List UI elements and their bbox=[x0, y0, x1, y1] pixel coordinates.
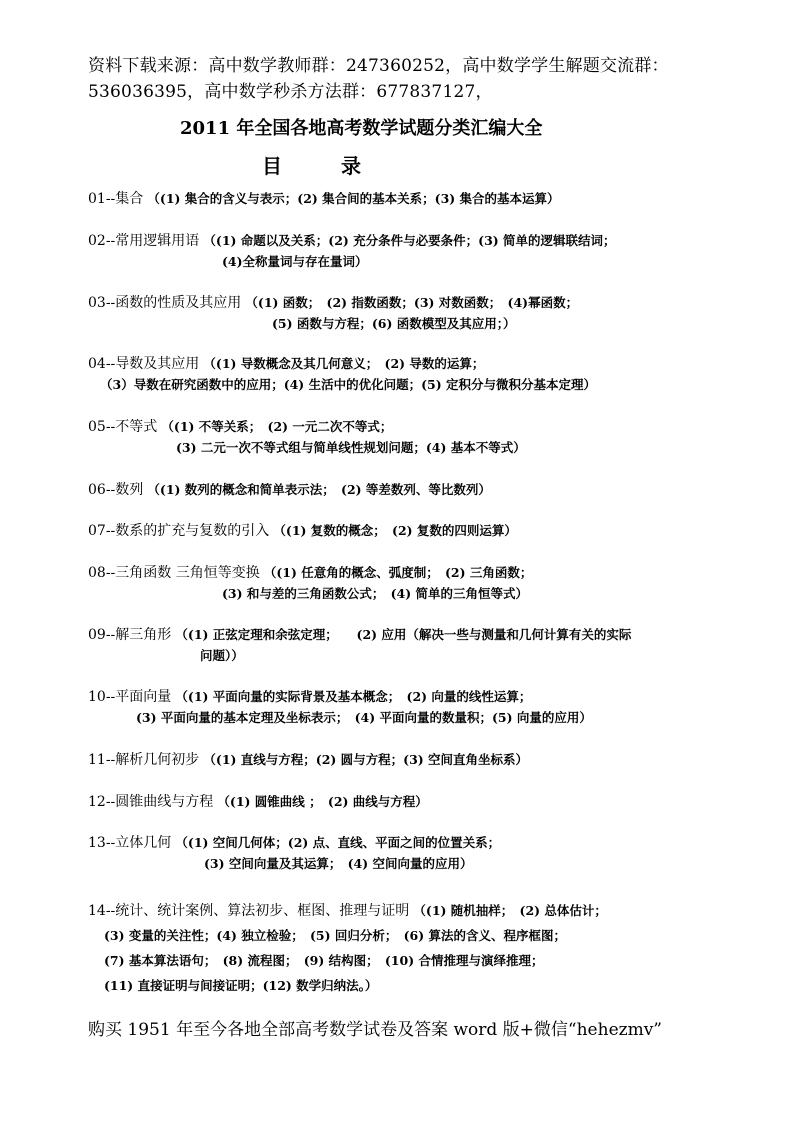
toc-item bbox=[88, 296, 578, 310]
toc-item bbox=[88, 904, 607, 918]
toc-subtopics: （(1) 任意角的概念、弧度制； (2) 三角函数； bbox=[263, 565, 533, 580]
toc-item bbox=[88, 483, 491, 497]
toc-subtopics: （(1) 随机抽样； (2) 总体估计； bbox=[413, 903, 607, 918]
toc-topic: 08--三角函数 三角恒等变换 bbox=[88, 565, 260, 581]
header-line-2: 536036395，高中数学秒杀方法群：677837127， bbox=[88, 82, 493, 102]
toc-topic: 03--函数的性质及其应用 bbox=[88, 295, 242, 311]
toc-continuation: (5) 函数与方程；(6) 函数模型及其应用；） bbox=[272, 316, 516, 331]
toc-continuation: (11) 直接证明与间接证明；(12) 数学归纳法。） bbox=[104, 978, 378, 993]
toc-continuation: (3) 平面向量的基本定理及坐标表示； (4) 平面向量的数量积；(5) 向量的应用） bbox=[136, 710, 592, 725]
toc-continuation: (3) 空间向量及其运算； (4) 空间向量的应用） bbox=[204, 856, 473, 871]
toc-topic: 01--集合 bbox=[88, 191, 144, 207]
toc-item bbox=[88, 690, 531, 704]
toc-subtopics: （(1) 不等关系； (2) 一元二次不等式； bbox=[161, 419, 393, 434]
toc-topic: 14--统计、统计案例、算法初步、框图、推理与证明 bbox=[88, 903, 410, 919]
toc-item bbox=[88, 566, 532, 580]
toc-topic: 09--解三角形 bbox=[88, 627, 172, 643]
toc-subtopics: （(1) 复数的概念； (2) 复数的四则运算） bbox=[273, 523, 517, 538]
toc-subtopics: （(1) 命题以及关系；(2) 充分条件与必要条件；(3) 简单的逻辑联结词； bbox=[203, 233, 616, 248]
toc-subtopics: （(1) 空间几何体；(2) 点、直线、平面之间的位置关系； bbox=[175, 835, 501, 850]
toc-subtopics: （(1) 正弦定理和余弦定理； (2) 应用（解决一些与测量和几何计算有关的实际 bbox=[175, 627, 632, 642]
toc-item bbox=[88, 524, 517, 538]
toc-continuation: (3) 变量的关注性；(4) 独立检验； (5) 回归分析； (6) 算法的含义、程序框图； bbox=[104, 928, 567, 943]
toc-item bbox=[88, 192, 560, 206]
toc-subtopics: （(1) 直线与方程；(2) 圆与方程；(3) 空间直角坐标系） bbox=[203, 752, 529, 767]
toc-continuation: (3) 二元一次不等式组与简单线性规划问题；(4) 基本不等式） bbox=[176, 440, 526, 455]
toc-item bbox=[88, 234, 616, 248]
toc-subtopics: （(1) 平面向量的实际背景及基本概念； (2) 向量的线性运算； bbox=[175, 689, 532, 704]
toc-continuation: (3) 和与差的三角函数公式； (4) 简单的三角恒等式） bbox=[222, 586, 529, 601]
toc-item bbox=[88, 836, 500, 850]
toc-subtopics: （(1) 导数概念及其几何意义； (2) 导数的运算； bbox=[203, 356, 485, 371]
document-title: 2011 年全国各地高考数学试题分类汇编大全 bbox=[180, 118, 543, 139]
toc-topic: 10--平面向量 bbox=[88, 689, 172, 705]
toc-subtopics: （(1) 函数； (2) 指数函数；(3) 对数函数； (4)幂函数； bbox=[245, 295, 579, 310]
toc-item bbox=[88, 753, 528, 767]
toc-item bbox=[88, 628, 631, 642]
toc-continuation: 问题）） bbox=[200, 648, 244, 663]
toc-topic: 06--数列 bbox=[88, 482, 144, 498]
toc-continuation: (4)全称量词与存在量词） bbox=[222, 254, 368, 269]
toc-continuation: (7) 基本算法语句； (8) 流程图； (9) 结构图； (10) 合情推理与演绎推理； bbox=[104, 953, 544, 968]
footer-note: 购买 1951 年至今各地全部高考数学试卷及答案 word 版+微信“hehezmv” bbox=[88, 1020, 662, 1040]
toc-heading: 目 录 bbox=[262, 154, 387, 178]
toc-topic: 12--圆锥曲线与方程 bbox=[88, 794, 214, 810]
header-line-1: 资料下载来源：高中数学教师群：247360252，高中数学学生解题交流群： bbox=[88, 56, 669, 76]
toc-item bbox=[88, 420, 392, 434]
toc-topic: 13--立体几何 bbox=[88, 835, 172, 851]
toc-subtopics: （(1) 数列的概念和简单表示法； (2) 等差数列、等比数列） bbox=[147, 482, 491, 497]
toc-subtopics: （(1) 圆锥曲线 ； (2) 曲线与方程） bbox=[217, 794, 428, 809]
toc-subtopics: （(1) 集合的含义与表示；(2) 集合间的基本关系；(3) 集合的基本运算） bbox=[147, 191, 560, 206]
toc-topic: 02--常用逻辑用语 bbox=[88, 233, 200, 249]
toc-topic: 11--解析几何初步 bbox=[88, 752, 200, 768]
toc-topic: 05--不等式 bbox=[88, 419, 158, 435]
toc-continuation: （3）导数在研究函数中的应用；(4) 生活中的优化问题；(5) 定积分与微积分基本定理） bbox=[100, 377, 596, 392]
toc-item bbox=[88, 795, 428, 809]
toc-topic: 07--数系的扩充与复数的引入 bbox=[88, 523, 270, 539]
toc-item bbox=[88, 357, 484, 371]
toc-topic: 04--导数及其应用 bbox=[88, 356, 200, 372]
